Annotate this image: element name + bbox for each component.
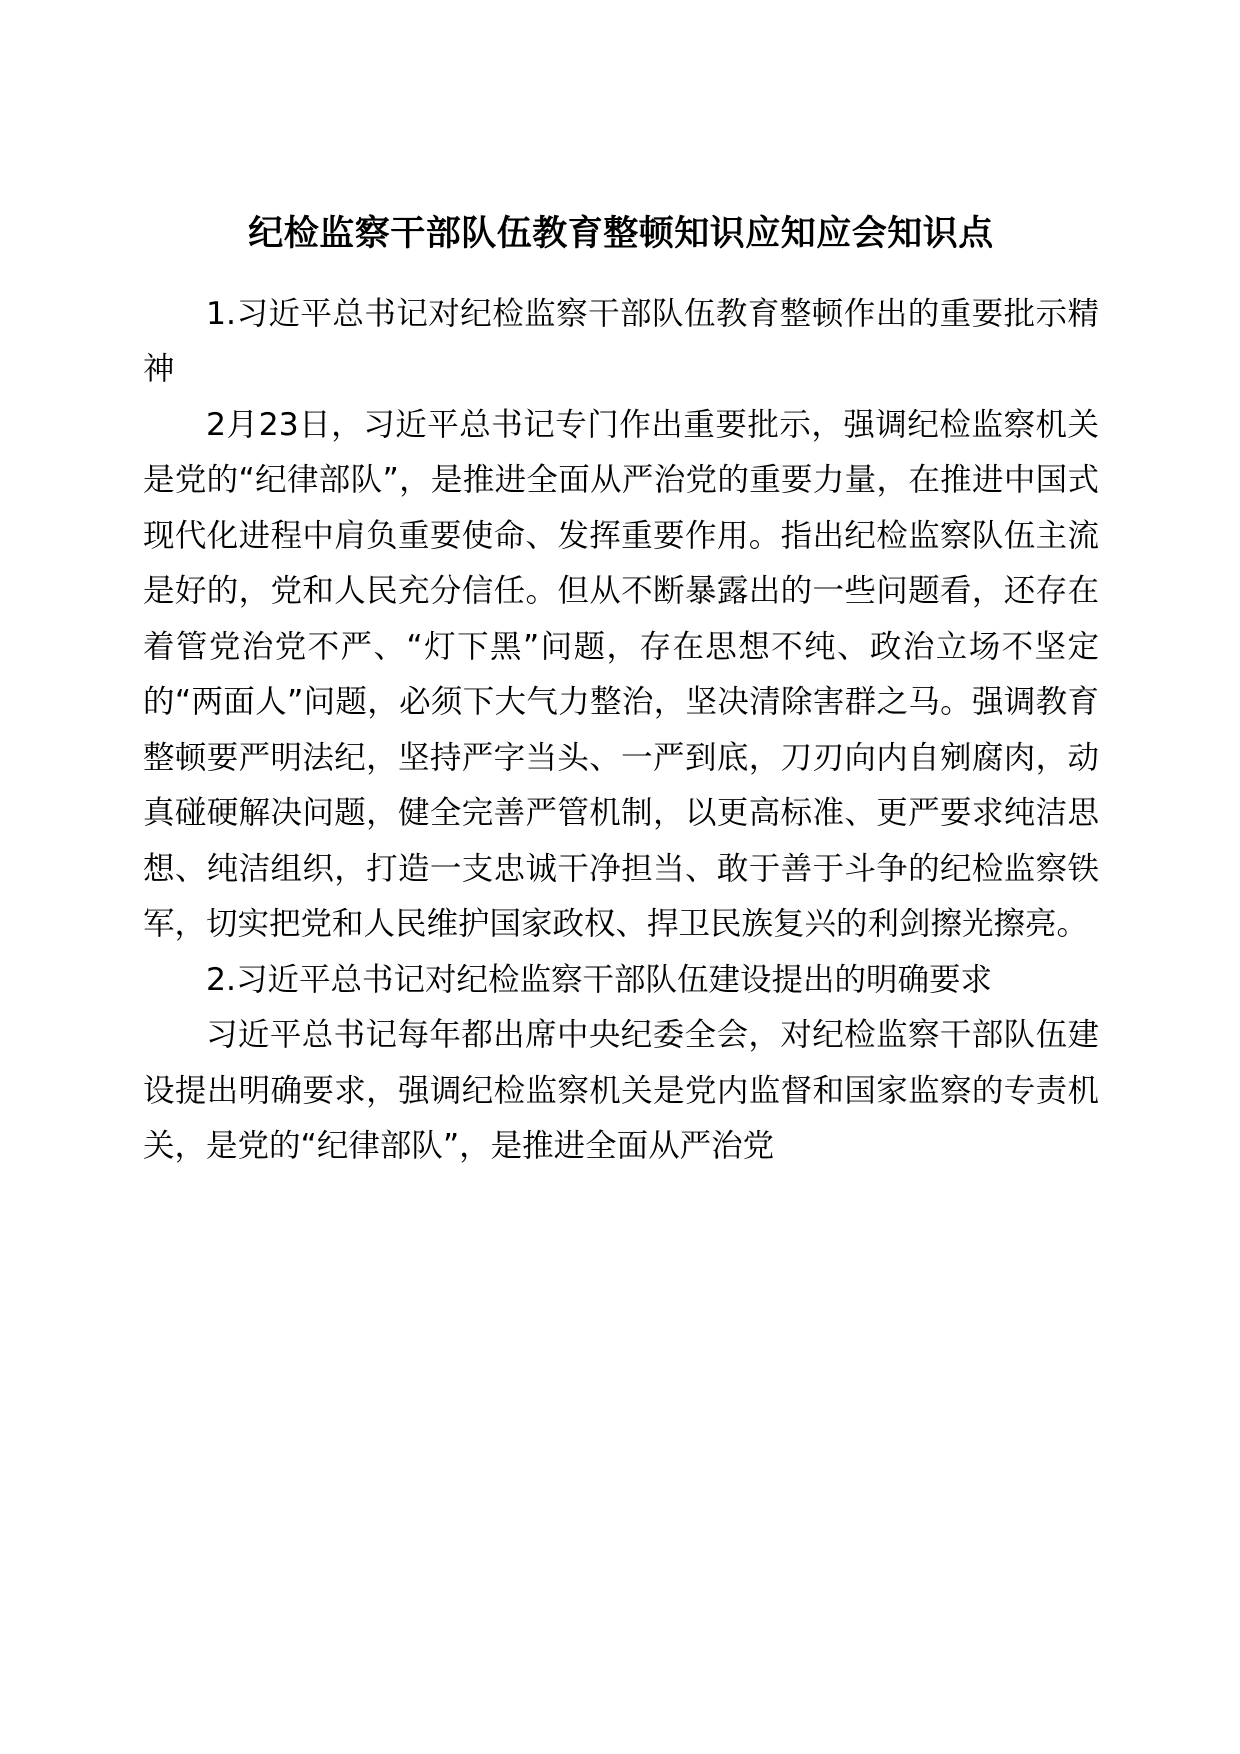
document-body — [143, 208, 1099, 1175]
paragraph-item-1-body: 2月23日，习近平总书记专门作出重要批示，强调纪检监察机关是党的“纪律部队”，是推进全面从严治党的重要力量，在推进中国式现代化进程中肩负重要使命、发挥重要作用。指出纪检监察队伍主流是好的，党和人民充分信任。但从不断暴露出的一些问题看，还存在着管党治党不严、“灯下黑”问题，存在思想不纯、政治立场不坚定的“两面人”问题，必须下大气力整治，坚决清除害群之马。强调教育整顿要严明法纪，坚持严字当头、一严到底，刀刃向内自剜腐肉，动真碰硬解决问题，健全完善严管机制，以更高标准、更严要求纯洁思想、纯洁组织，打造一支忠诚干净担当、敢于善于斗争的纪检监察铁军，切实把党和人民维护国家政权、捍卫民族复兴的利剑擦光擦亮。 — [143, 406, 1099, 942]
paragraph-item-2-body: 习近平总书记每年都出席中央纪委全会，对纪检监察干部队伍建设提出明确要求，强调纪检监察机关是党内监督和国家监察的专责机关，是党的“纪律部队”，是推进全面从严治党 — [143, 1017, 1099, 1164]
paragraph-item-1-heading: 1.习近平总书记对纪检监察干部队伍教育整顿作出的重要批示精神 — [143, 295, 1099, 387]
paragraph-item-2-heading: 2.习近平总书记对纪检监察干部队伍建设提出的明确要求 — [206, 961, 993, 998]
page-title: 纪检监察干部队伍教育整顿知识应知应会知识点 — [248, 214, 994, 254]
